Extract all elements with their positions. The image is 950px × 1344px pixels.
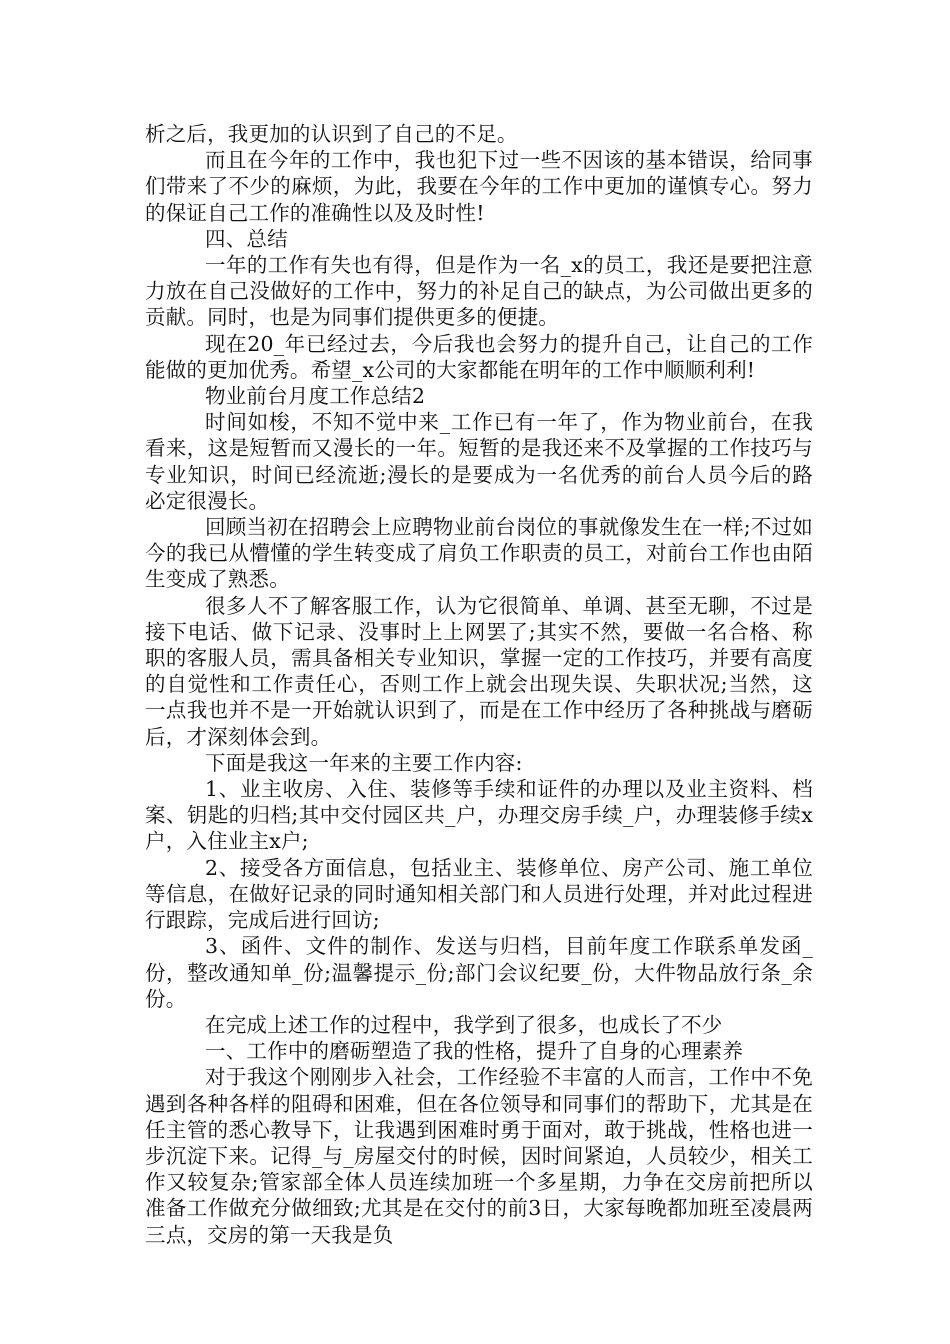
section-heading-character: 一、工作中的磨砺塑造了我的性格，提升了自身的心理素养 [205, 1039, 744, 1064]
paragraph-summary: 一年的工作有失也有得，但是作为一名_x的员工，我还是要把注意力放在自己没做好的工作中，努力的补足自己的缺点，为公司做出更多的贡献。同时，也是为同事们提供更多的便捷。 [145, 253, 813, 330]
paragraph-outlook: 现在20_年已经过去，今后我也会努力的提升自己，让自己的工作能做的更加优秀。希望_x公司的大家都能在明年的工作中顺顺利利! [145, 331, 813, 382]
paragraph-mistakes: 而且在今年的工作中，我也犯下过一些不因该的基本错误，给同事们带来了不少的麻烦，为此，我要在今年的工作中更加的谨慎专心。努力的保证自己工作的准确性以及及时性! [145, 148, 813, 225]
paragraph-intro: 时间如梭，不知不觉中来_工作已有一年了，作为物业前台，在我看来，这是短暂而又漫长的一年。短暂的是我还来不及掌握的工作技巧与专业知识，时间已经流逝;漫长的是要成为一名优秀的前台人员今后的路必定很漫长。 [145, 410, 813, 513]
paragraph-recall: 回顾当初在招聘会上应聘物业前台岗位的事就像发生在一样;不过如今的我已从懵懂的学生转变成了肩负工作职责的员工，对前台工作也由陌生变成了熟悉。 [145, 515, 813, 592]
document-subtitle: 物业前台月度工作总结2 [205, 384, 426, 409]
paragraph-continuation: 析之后，我更加的认识到了自己的不足。 [145, 122, 518, 146]
list-item-1: 1、业主收房、入住、装修等手续和证件的办理以及业主资料、档案、钥匙的归档;其中交付园区共_户，办理交房手续_户，办理装修手续x户，入住业主x户; [145, 777, 813, 854]
paragraph-work-list-intro: 下面是我这一年来的主要工作内容: [205, 750, 523, 775]
document-body [145, 121, 813, 1248]
list-item-3: 3、函件、文件的制作、发送与归档，目前年度工作联系单发函_份，整改通知单_份;温馨提示_份;部门会议纪要_份，大件物品放行条_余份。 [145, 934, 813, 1011]
paragraph-learning: 在完成上述工作的过程中，我学到了很多，也成长了不少 [205, 1012, 723, 1037]
paragraph-character: 对于我这个刚刚步入社会，工作经验不丰富的人而言，工作中不免遇到各种各样的阻碍和困难，但在各位领导和同事们的帮助下，尤其是在任主管的悉心教导下，让我遇到困难时勇于面对，敢于挑战，性格也进一步沉淀下来。记得_与_房屋交付的时候，因时间紧迫，人员较少，相关工作又较复杂;管家部全体人员连续加班一个多星期，力争在交房前把所以准备工作做充分做细致;尤其是在交付的前3日，大家每晚都加班至凌晨两三点，交房的第一天我是负 [145, 1065, 813, 1247]
paragraph-customer-service: 很多人不了解客服工作，认为它很简单、单调、甚至无聊，不过是接下电话、做下记录、没事时上上网罢了;其实不然，要做一名合格、称职的客服人员，需具备相关专业知识，掌握一定的工作技巧，并要有高度的自觉性和工作责任心，否则工作上就会出现失误、失职状况;当然，这一点我也并不是一开始就认识到了，而是在工作中经历了各种挑战与磨砺后，才深刻体会到。 [145, 593, 813, 749]
section-heading-summary: 四、总结 [205, 226, 288, 251]
list-item-2: 2、接受各方面信息，包括业主、装修单位、房产公司、施工单位等信息，在做好记录的同时通知相关部门和人员进行处理，并对此过程进行跟踪，完成后进行回访; [145, 855, 813, 933]
